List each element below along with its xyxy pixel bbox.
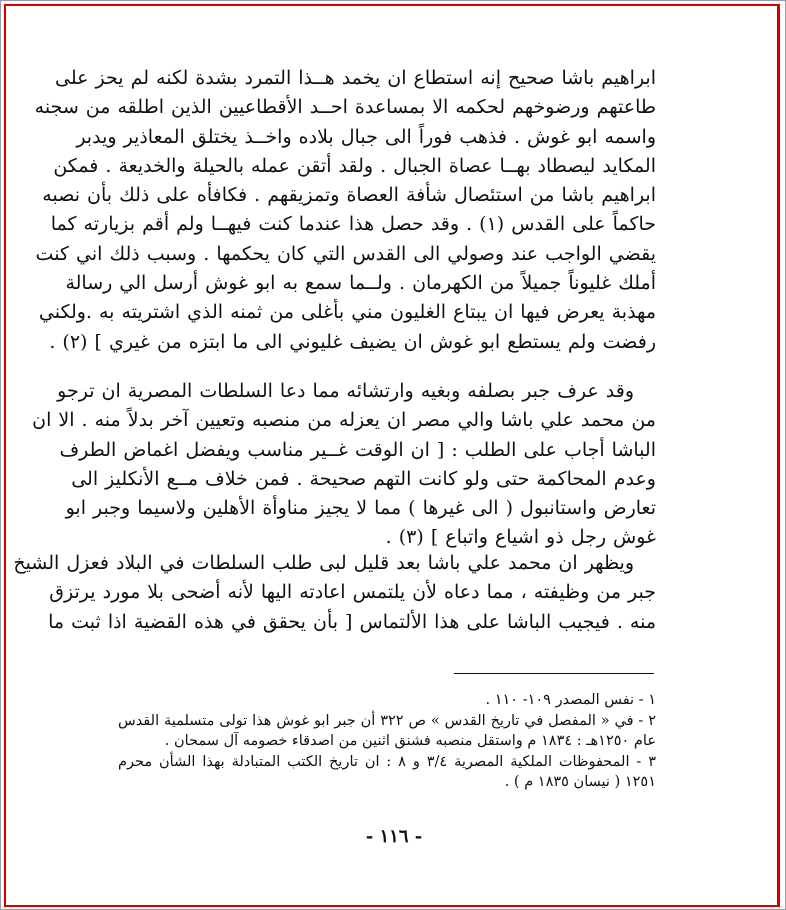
footnote-line: ٢ - في « المفصل في تاريخ القدس » ص ٣٢٢ أن جبر ابو غوش هذا تولى متسلمية القدس: [118, 712, 656, 729]
text-line: غوش رجل ذو اشياع واتباع ] (٣) .: [385, 526, 656, 549]
text-line: ابراهيم باشا من استئصال شأفة العصاة وتمزيقهم . فكافأه على ذلك بأن نصبه: [42, 184, 656, 207]
text-line: المكايد ليصطاد بهــا عصاة الجبال . ولقد أتقن عمله بالحيلة والخديعة . فمكن: [53, 154, 656, 177]
footnote-separator: [454, 673, 654, 674]
text-line: وقد عرف جبر بصلفه وبغيه وارتشائه مما دعا السلطات المصرية ان ترجو: [57, 380, 634, 402]
text-line: مهذبة يعرض فيها ان يبتاع الغليون مني بأغلى من ثمنه الذي اشتريته به .ولكني: [38, 301, 656, 324]
text-line: طاعتهم ورضوخهم لحكمه الا بمساعدة احــد الأقطاعيين الذين اطلقه من سجنه: [34, 96, 656, 119]
text-line: حاكماً على القدس (١) . وقد حصل هذا عندما كنت فيهــا ولم أقم بزيارته كما: [50, 213, 656, 236]
text-line: ابراهيم باشا صحيح إنه استطاع ان يخمد هــذا التمرد بشدة لكنه لم يحز على: [55, 67, 656, 89]
page-frame: [4, 4, 780, 907]
footnote-line: ٣ - المحفوظات الملكية المصرية ٣/٤ و ٨ : ان تاريخ الكتب المتبادلة بهذا الشأن محرم: [118, 753, 656, 770]
footnote-line: ١٢٥١ ( نيسان ١٨٣٥ م ) .: [504, 774, 656, 790]
text-line: ويظهر ان محمد علي باشا بعد قليل لبى طلب السلطات في البلاد فعزل الشيخ: [13, 552, 634, 574]
footnote-line: عام ١٢٥٠هـ : ١٨٣٤ م واستقل منصبه فشنق اثنين من اصدقاء خصومه آل سمحان .: [164, 733, 656, 749]
paragraph-2: [32, 377, 656, 553]
text-line: الباشا أجاب على الطلب : [ ان الوقت غــير مناسب ويفضل اغماض الطرف: [59, 438, 656, 461]
footnote-line: ١ - نفس المصدر ١٠٩- ١١٠ .: [485, 692, 656, 708]
text-line: أملك غليوناً جميلاً من الكهرمان . ولــما سمع به ابو غوش أرسل الي رسالة: [65, 272, 656, 295]
paragraph-1: [34, 64, 656, 357]
text-line: رفضت ولم يستطع ابو غوش ان يضيف غليوني الى ما ابتزه من غيري ] (٢) .: [49, 330, 656, 353]
text-line: جبر من وظيفته ، مما دعاه لأن يلتمس اعادته اليها لأنه أضحى بلا مورد يرتزق: [49, 581, 656, 604]
text-line: وعدم المحاكمة حتى ولو كانت التهم صحيحة . فمن خلاف مــع الأنكليز الى: [71, 467, 656, 490]
footnotes: [118, 690, 656, 793]
text-line: تعارض واستانبول ( الى غيرها ) مما لا يجيز مناوأة الأهلين ولاسيما وجبر ابو: [65, 497, 656, 520]
text-line: يقضي الواجب عند وصولي الى القدس التي كان يحكمها . وسبب ذلك اني كنت: [35, 242, 656, 265]
paragraph-3: [13, 549, 656, 637]
text-line: واسمه ابو غوش . فذهب فوراً الى جبال بلاده واخــذ يختلق المعاذير ويدبر: [76, 125, 656, 148]
text-line: منه . فيجيب الباشا على هذا الألتماس [ بأن يحقق في هذه القضية اذا ثبت ما: [48, 610, 656, 633]
page-number: - ١١٦ -: [365, 826, 423, 847]
text-line: من محمد علي باشا والي مصر ان يعزله من منصبه وتعيين آخر بدلاً منه . الا ان: [32, 409, 656, 432]
